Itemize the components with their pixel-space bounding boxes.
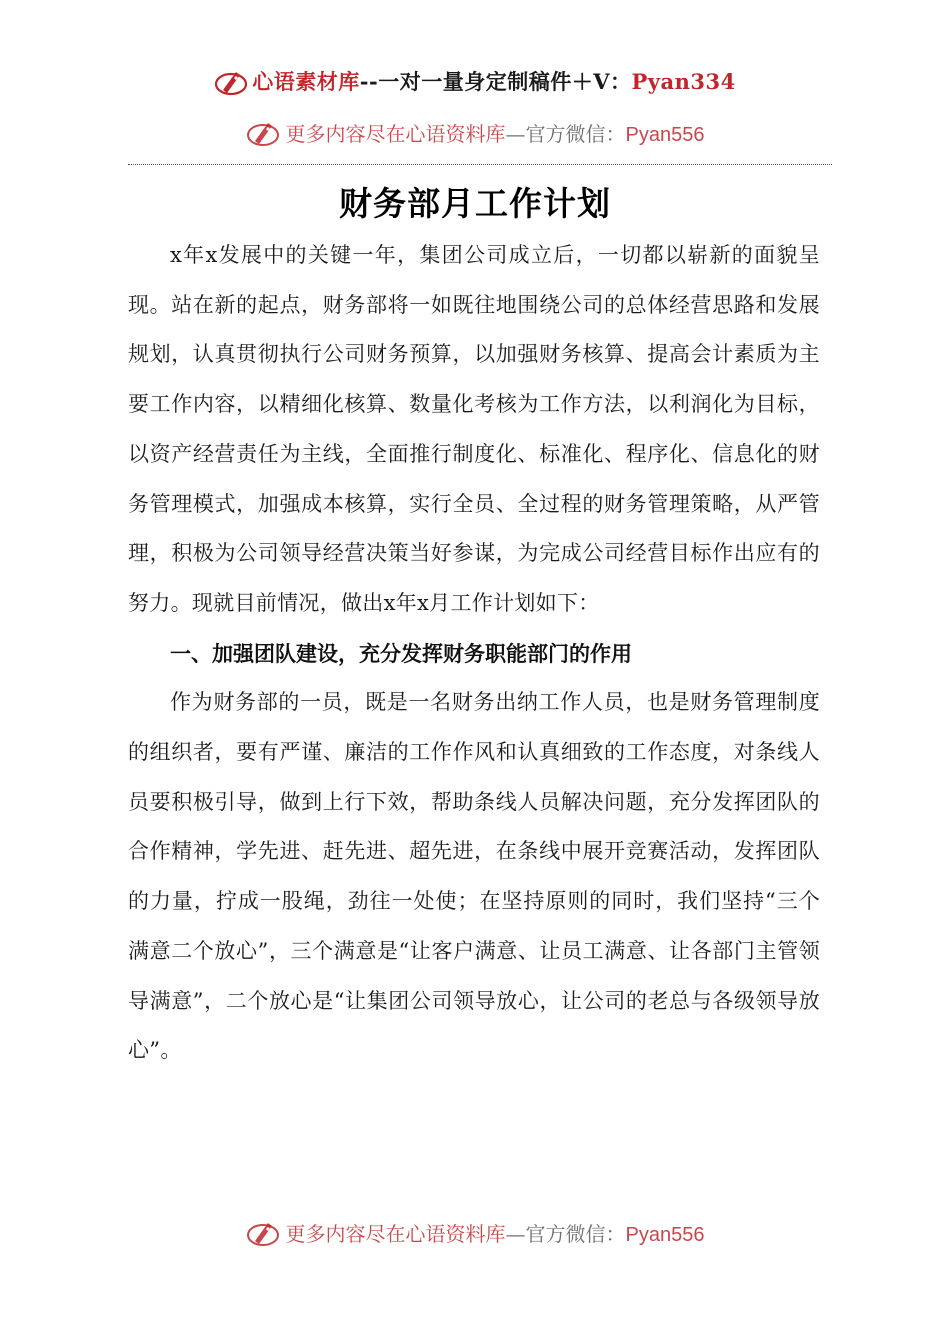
pen-nib-logo-icon: [214, 66, 248, 96]
subheader-text: [286, 118, 705, 147]
subheader-banner: [0, 114, 950, 150]
intro-paragraph: x年x发展中的关键一年，集团公司成立后，一切都以崭新的面貌呈现。站在新的起点，财务部将一如既往地围绕公司的总体经营思路和发展规划，认真贯彻执行公司财务预算，以加强财务核算、提高会计素质为主要工作内容，以精细化核算、数量化考核为工作方法，以利润化为目标，以资产经营责任为主线，全面推行制度化、标准化、程序化、信息化的财务管理模式，加强成本核算，实行全员、全过程的财务管理策略，从严管理，积极为公司领导经营决策当好参谋，为完成公司经营目标作出应有的努力。现就目前情况，做出x年x月工作计划如下：: [128, 243, 820, 615]
header-text: [252, 66, 735, 96]
subheader-contact: Pyan556: [625, 123, 705, 146]
pen-nib-logo-icon: [246, 117, 280, 147]
header-brand: 心语素材库: [252, 69, 360, 94]
subheader-red-text: 更多内容尽在心语资料库: [285, 121, 506, 146]
header-slogan: 一对一量身定制稿件＋V：: [378, 69, 632, 94]
header-dashes: --: [359, 69, 379, 94]
section-1-heading: 一、加强团队建设，充分发挥财务职能部门的作用: [170, 640, 632, 666]
footer-contact: Pyan556: [625, 1223, 705, 1246]
footer-text: [286, 1218, 705, 1247]
header-banner: [0, 64, 950, 98]
section-1-paragraph: 作为财务部的一员，既是一名财务出纳工作人员，也是财务管理制度的组织者，要有严谨、廉洁的工作作风和认真细致的工作态度，对条线人员要积极引导，做到上行下效，帮助条线人员解决问题，充分发挥团队的合作精神，学先进、赶先进、超先进，在条线中展开竞赛活动，发挥团队的力量，拧成一股绳，劲往一处使；在坚持原则的同时，我们坚持“三个满意二个放心”，三个满意是“让客户满意、让员工满意、让各部门主管领导满意”，二个放心是“让集团公司领导放心，让公司的老总与各级领导放心”。: [128, 690, 820, 1063]
document-title: 财务部月工作计划: [339, 184, 611, 223]
header-contact: Pyan334: [631, 69, 736, 94]
footer-banner: [0, 1214, 950, 1250]
document-body: [128, 231, 820, 1076]
pen-nib-logo-icon: [246, 1217, 280, 1247]
subheader-gray-text: —官方微信：: [505, 121, 626, 146]
footer-gray-text: —官方微信：: [505, 1221, 626, 1246]
header-divider: [128, 164, 832, 165]
footer-red-text: 更多内容尽在心语资料库: [285, 1221, 506, 1246]
